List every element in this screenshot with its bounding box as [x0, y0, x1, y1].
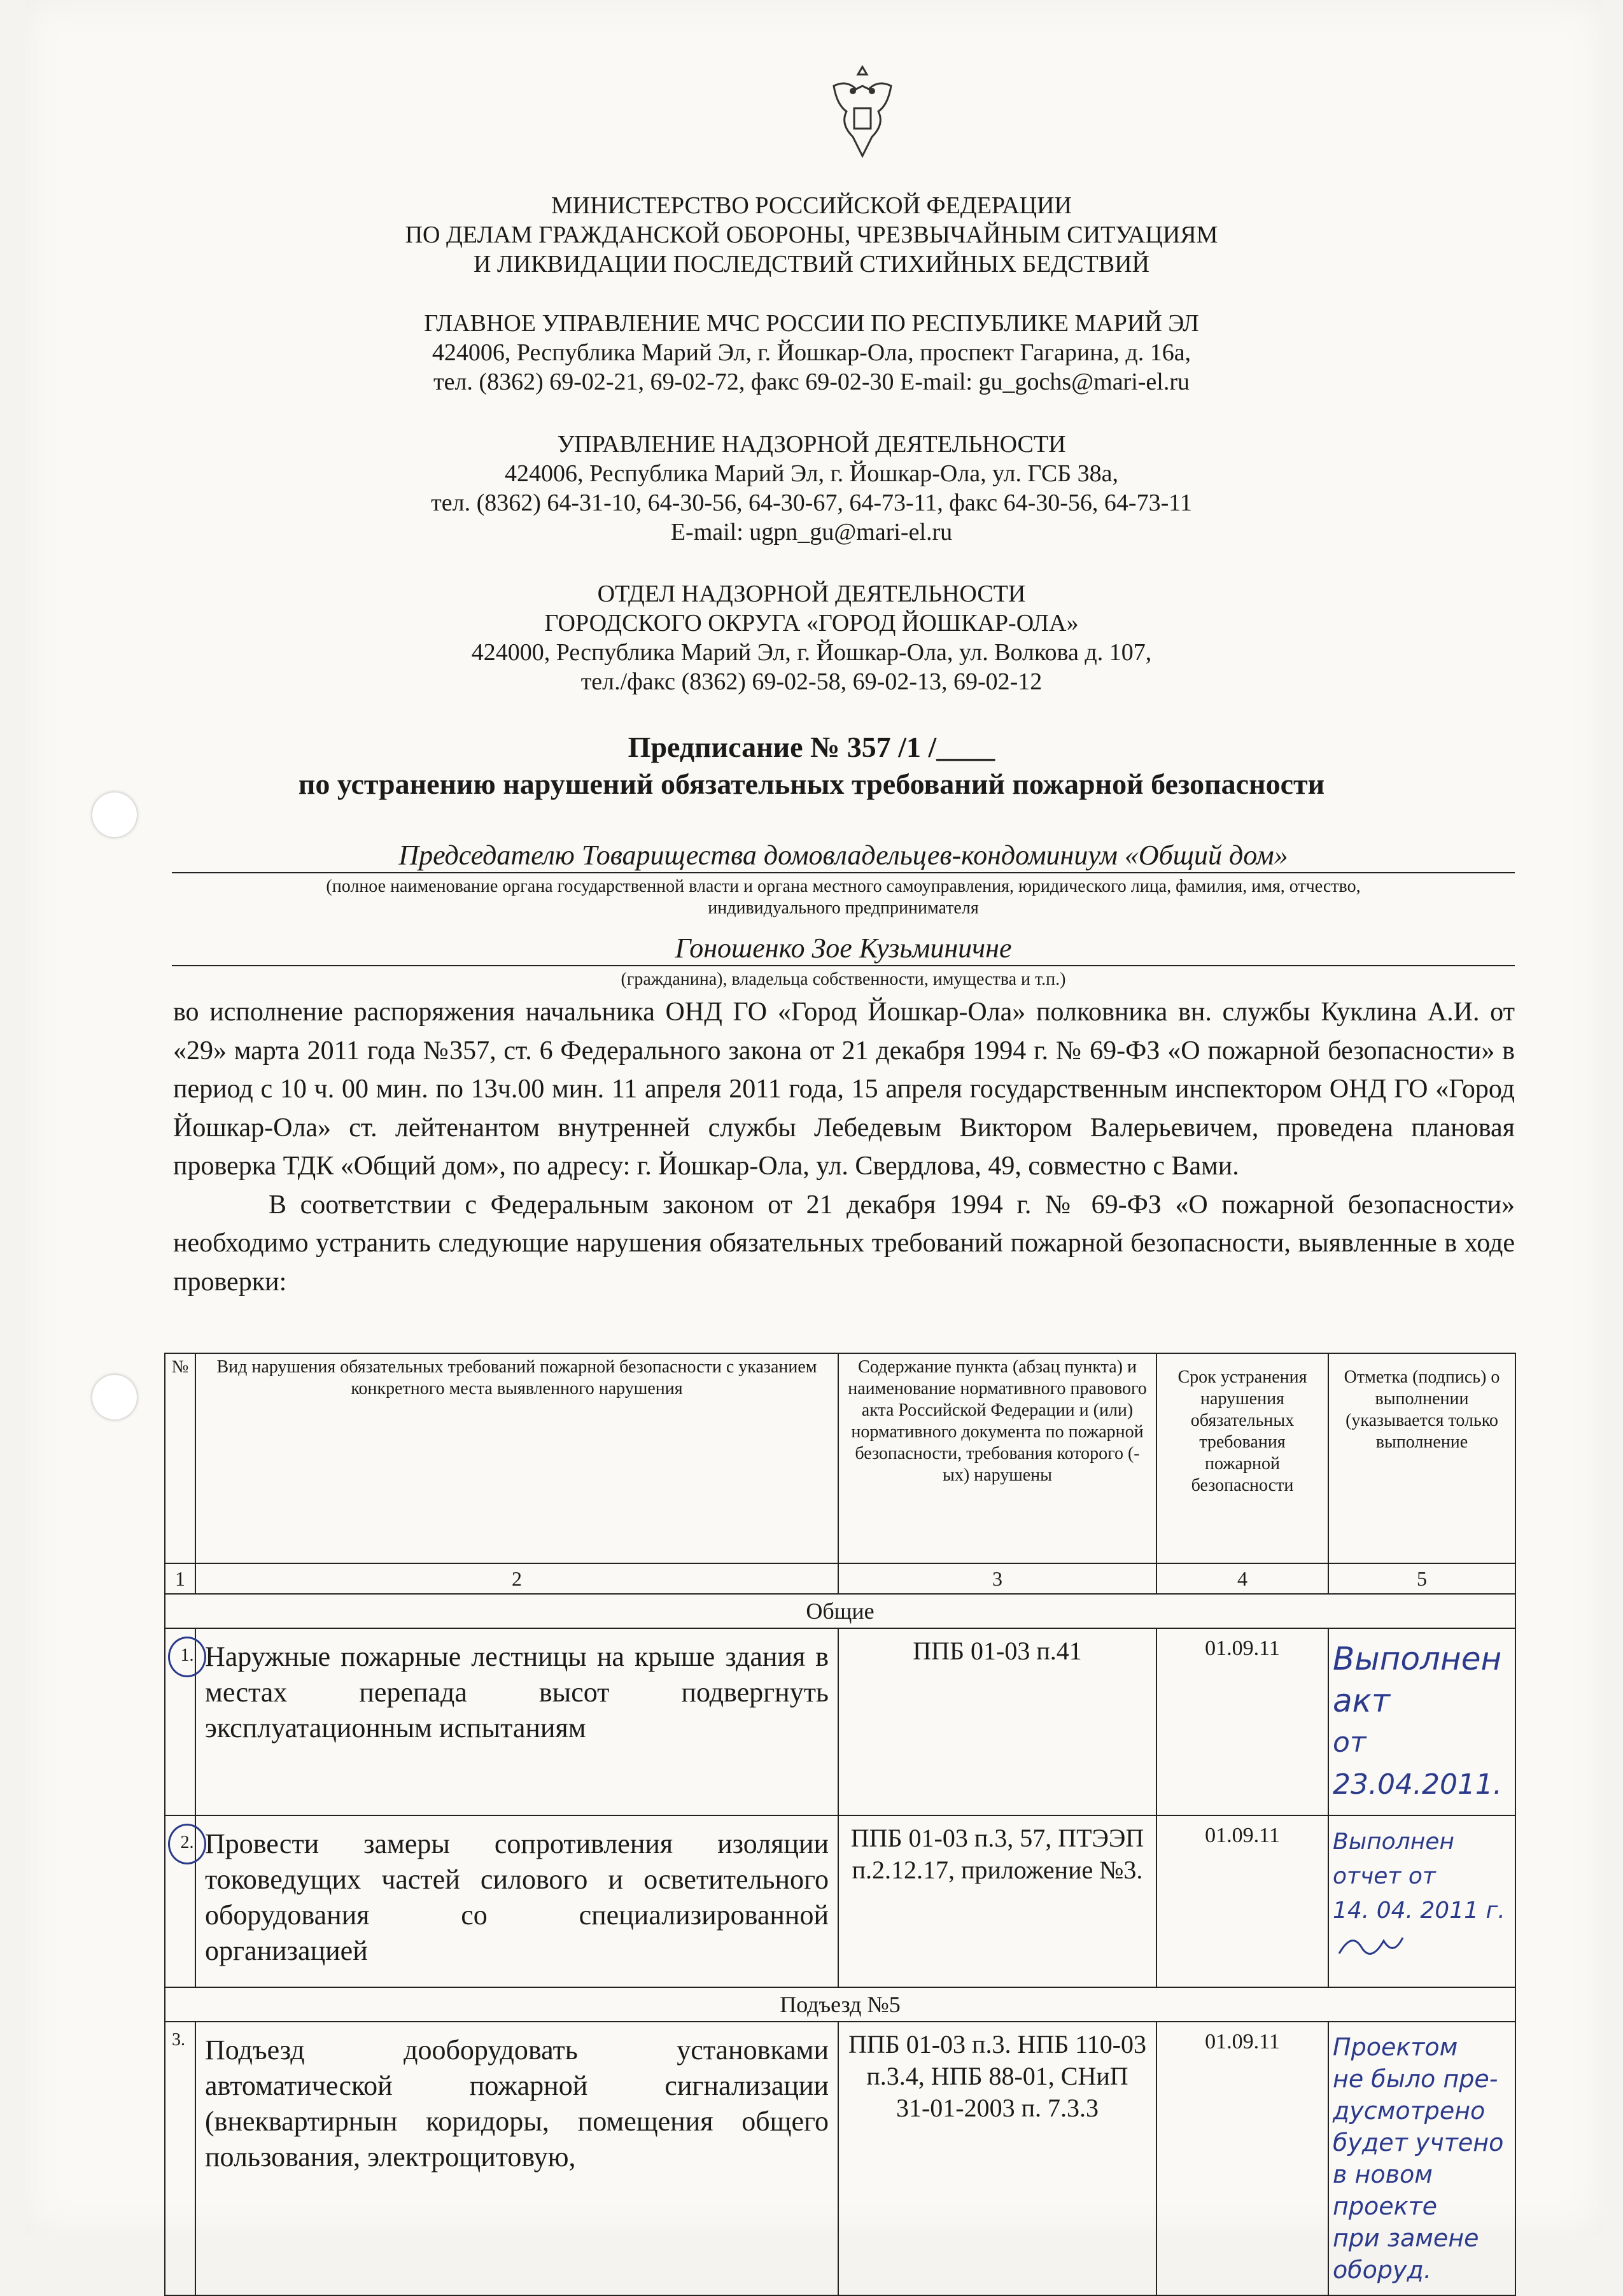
header-term: Срок устранения нарушения обязательных требования пожарной безопасности [1156, 1353, 1328, 1563]
ministry-line: И ЛИКВИДАЦИИ ПОСЛЕДСТВИЙ СТИХИЙНЫХ БЕДСТВИЙ [473, 251, 1149, 278]
table-row [165, 1628, 1515, 1815]
handwritten-line: Выполнен [1333, 1829, 1454, 1855]
column-number: 1 [165, 1563, 195, 1594]
column-number: 4 [1156, 1563, 1328, 1594]
term-cell: 01.09.11 [1156, 1815, 1328, 1987]
section-title: Подъезд №5 [165, 1987, 1515, 2022]
handwritten-mark [1328, 2022, 1515, 2295]
handwritten-mark [1328, 1815, 1515, 1987]
hand-circle-mark: 1. [168, 1637, 206, 1677]
ministry-line: ПО ДЕЛАМ ГРАЖДАНСКОЙ ОБОРОНЫ, ЧРЕЗВЫЧАЙНЫМ СИТУАЦИЯМ [405, 222, 1218, 248]
row-number [165, 1815, 195, 1987]
violation-cell: Наружные пожарные лестницы на крыше здания в местах перепада высот подвергнуть эксплуатационным испытаниям [195, 1628, 838, 1815]
document-title [0, 729, 1623, 803]
column-number-row [165, 1563, 1515, 1594]
norm-cell: ППБ 01-03 п.41 [838, 1628, 1156, 1815]
ministry-header [0, 191, 1623, 279]
section-row [165, 1594, 1515, 1628]
term-cell: 01.09.11 [1156, 1628, 1328, 1815]
handwritten-line: при замене оборуд. [1333, 2224, 1479, 2284]
punch-hole [92, 1375, 137, 1419]
handwritten-mark [1328, 1628, 1515, 1815]
handwritten-line: в новом проекте [1333, 2160, 1438, 2220]
violations-table [164, 1353, 1516, 2296]
header-number: № [165, 1353, 195, 1563]
handwritten-line: Выполнен [1333, 1640, 1502, 1677]
body-text [173, 993, 1515, 1301]
main-department-header [0, 309, 1623, 397]
column-number: 2 [195, 1563, 838, 1594]
violation-cell: Провести замеры сопротивления изоляции токоведущих частей силового и осветительного оборудования со специализированной организацией [195, 1815, 838, 1987]
header-violation: Вид нарушения обязательных требований пожарной безопасности с указанием конкретного места выявленного нарушения [195, 1353, 838, 1563]
column-number: 5 [1328, 1563, 1515, 1594]
violation-cell: Подъезд дооборудовать установками автоматической пожарной сигнализации (внеквартирнын коридоры, помещения общего пользования, электрощитовую, [195, 2022, 838, 2295]
supervision-department-header [0, 430, 1623, 547]
caption-line: индивидуального предпринимателя [708, 898, 979, 918]
local-department-header [0, 579, 1623, 696]
handwritten-line: акт [1333, 1682, 1390, 1719]
row-number: 3. [165, 2022, 195, 2295]
handwritten-line: от 23.04.2011. [1333, 1726, 1502, 1801]
department-email: E-mail: ugpn_gu@mari-el.ru [670, 519, 953, 546]
table-header-row [165, 1353, 1515, 1563]
row-number [165, 1628, 195, 1815]
header-mark: Отметка (подпись) о выполнении (указывается только выполнение [1328, 1353, 1515, 1563]
addressee-person: Гоношенко Зое Кузьминичне [675, 933, 1012, 964]
norm-cell: ППБ 01-03 п.3, 57, ПТЭЭП п.2.12.17, приложение №3. [838, 1815, 1156, 1987]
hand-circle-mark: 2. [168, 1824, 206, 1864]
department-contacts: тел. (8362) 64-31-10, 64-30-56, 64-30-67, 64-73-11, факс 64-30-56, 64-73-11 [431, 489, 1192, 516]
column-number: 3 [838, 1563, 1156, 1594]
divider-line [172, 872, 1515, 873]
department-address: 424006, Республика Марий Эл, г. Йошкар-Ола, ул. ГСБ 38а, [505, 460, 1118, 487]
handwritten-line: будет учтено [1333, 2129, 1504, 2157]
addressee-organization: Председателю Товарищества домовладельцев-кондоминиум «Общий дом» [398, 840, 1288, 871]
department-name: ОТДЕЛ НАДЗОРНОЙ ДЕЯТЕЛЬНОСТИ [597, 581, 1026, 607]
divider-line [172, 965, 1515, 966]
coat-of-arms-icon [821, 60, 904, 162]
prescription-subject: по устранению нарушений обязательных требований пожарной безопасности [298, 768, 1325, 800]
department-contacts: тел./факс (8362) 69-02-58, 69-02-13, 69-02-12 [580, 668, 1043, 695]
handwritten-line: дусмотрено [1333, 2097, 1486, 2125]
ministry-line: МИНИСТЕРСТВО РОССИЙСКОЙ ФЕДЕРАЦИИ [551, 192, 1072, 219]
department-contacts: тел. (8362) 69-02-21, 69-02-72, факс 69-02-30 E-mail: gu_gochs@mari-el.ru [433, 369, 1190, 395]
handwritten-line: 14. 04. 2011 г. [1333, 1898, 1505, 1924]
requirement-paragraph: В соответствии с Федеральным законом от 21 декабря 1994 г. № 69-ФЗ «О пожарной безопасности» необходимо устранить следующие нарушения обязательных требований пожарной безопасности, выявленные в ходе проверки: [173, 1190, 1515, 1297]
organization-caption [172, 876, 1515, 919]
handwritten-line: Проектом [1333, 2033, 1458, 2061]
department-name: ГЛАВНОЕ УПРАВЛЕНИЕ МЧС РОССИИ ПО РЕСПУБЛИКЕ МАРИЙ ЭЛ [424, 310, 1199, 337]
department-address: 424000, Республика Марий Эл, г. Йошкар-Ола, ул. Волкова д. 107, [471, 639, 1152, 666]
norm-cell: ППБ 01-03 п.3. НПБ 110-03 п.3.4, НПБ 88-01, СНиП 31-01-2003 п. 7.3.3 [838, 2022, 1156, 2295]
caption-line: (полное наименование органа государственной власти и органа местного самоуправления, юридического лица, фамилия, имя, отчество, [326, 877, 1361, 896]
header-norm: Содержание пункта (абзац пункта) и наименование нормативного правового акта Российской Федерации и (или) нормативного документа по пожарной безопасности, требования которого (-ых) нарушены [838, 1353, 1156, 1563]
handwritten-line: не было пре- [1333, 2065, 1498, 2093]
section-row [165, 1987, 1515, 2022]
person-caption: (гражданина), владельца собственности, имущества и т.п.) [621, 969, 1066, 989]
table-row [165, 1815, 1515, 1987]
signature-icon [1333, 1928, 1409, 1960]
prescription-number: Предписание № 357 /1 /____ [628, 731, 995, 763]
department-address: 424006, Республика Марий Эл, г. Йошкар-Ола, проспект Гагарина, д. 16а, [432, 339, 1191, 366]
section-title: Общие [165, 1594, 1515, 1628]
handwritten-line: отчет от [1333, 1863, 1436, 1889]
department-name: УПРАВЛЕНИЕ НАДЗОРНОЙ ДЕЯТЕЛЬНОСТИ [557, 431, 1066, 458]
term-cell: 01.09.11 [1156, 2022, 1328, 2295]
table-row [165, 2022, 1515, 2295]
inspection-paragraph: во исполнение распоряжения начальника ОНД ГО «Город Йошкар-Ола» полковника вн. службы Куклина А.И. от «29» марта 2011 года №357, ст. 6 Федерального закона от 21 декабря 1994 г. № 69-ФЗ «О пожарной безопасности» в период с 10 ч. 00 мин. по 13ч.00 мин. 11 апреля 2011 года, 15 апреля государственным инспектором ОНД ГО «Город Йошкар-Ола» ст. лейтенантом внутренней службы Лебедевым Виктором Валерьевичем, проведена плановая проверка ТДК «Общий дом», по адресу: г. Йошкар-Ола, ул. Свердлова, 49, совместно с Вами. [173, 997, 1515, 1181]
department-name: ГОРОДСКОГО ОКРУГА «ГОРОД ЙОШКАР-ОЛА» [544, 610, 1079, 637]
